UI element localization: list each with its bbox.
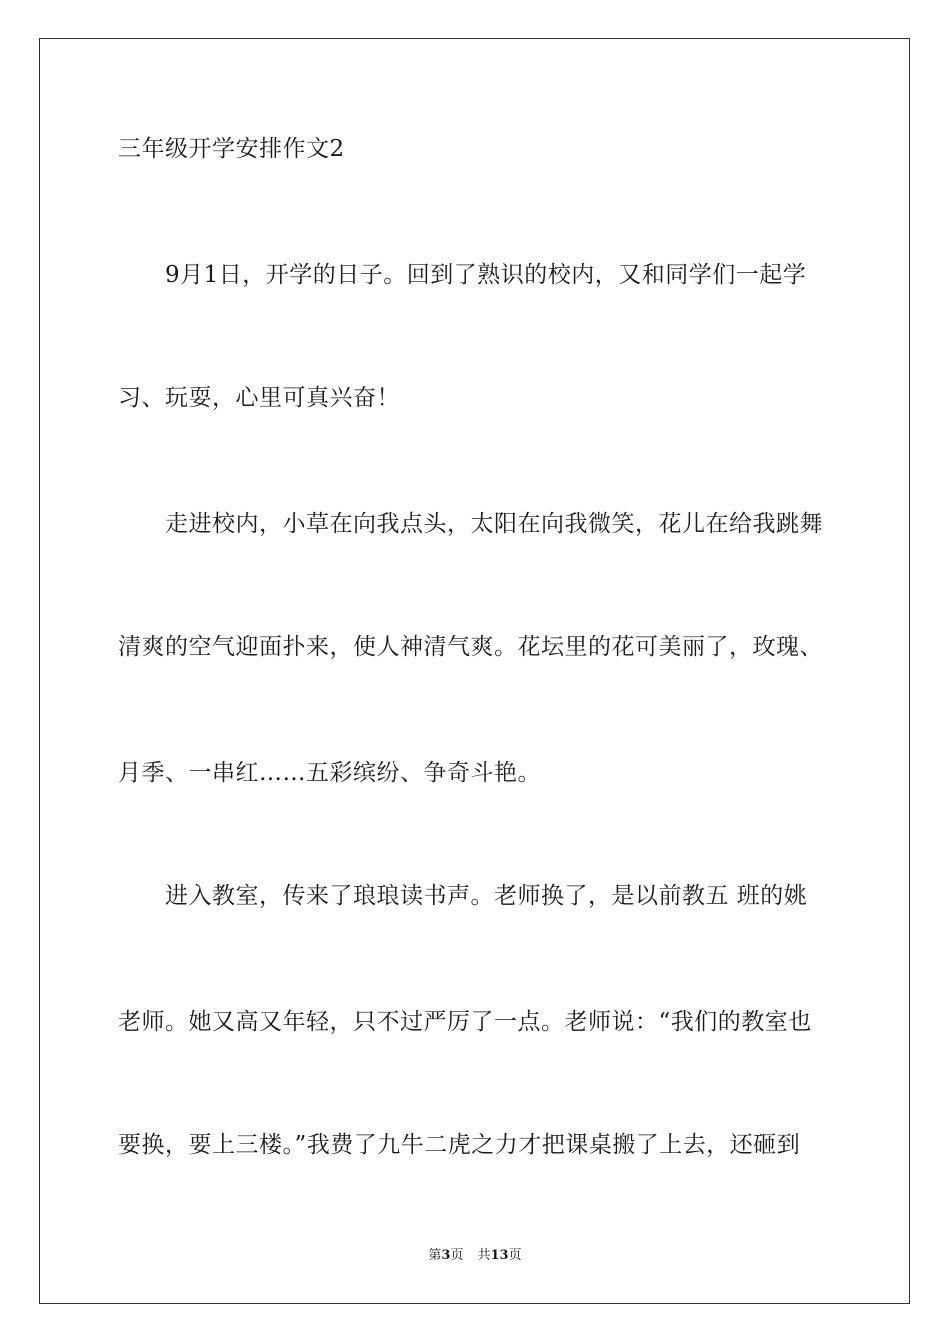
total-pages: 13 (490, 1248, 509, 1263)
paragraph-1-line-1: 9月1日，开学的日子。回到了熟识的校内，又和同学们一起学 (165, 262, 807, 288)
total-prefix: 共 (477, 1248, 491, 1263)
paragraph-2-line-2: 清爽的空气迎面扑来，使人神清气爽。花坛里的花可美丽了，玫瑰、 (118, 634, 823, 660)
paragraph-2-line-3: 月季、一串红……五彩缤纷、争奇斗艳。 (118, 760, 541, 786)
paragraph-3-line-2: 老师。她又高又年轻，只不过严厉了一点。老师说：“我们的教室也 (118, 1009, 812, 1035)
total-suffix: 页 (508, 1248, 522, 1263)
paragraph-3-line-3: 要换，要上三楼。”我费了九牛二虎之力才把课桌搬了上去，还砸到 (118, 1132, 801, 1158)
page-border (39, 38, 910, 1304)
document-title: 三年级开学安排作文2 (118, 136, 345, 162)
page-prefix: 第 (428, 1248, 442, 1263)
page-suffix: 页 (450, 1248, 464, 1263)
paragraph-1-line-2: 习、玩耍，心里可真兴奋！ (118, 385, 400, 411)
paragraph-2-line-1: 走进校内，小草在向我点头，太阳在向我微笑，花儿在给我跳舞 (165, 511, 823, 537)
page-footer (0, 1247, 950, 1265)
page-number: 3 (441, 1248, 451, 1263)
paragraph-3-line-1: 进入教室，传来了琅琅读书声。老师换了，是以前教五 班的姚 (165, 883, 808, 909)
